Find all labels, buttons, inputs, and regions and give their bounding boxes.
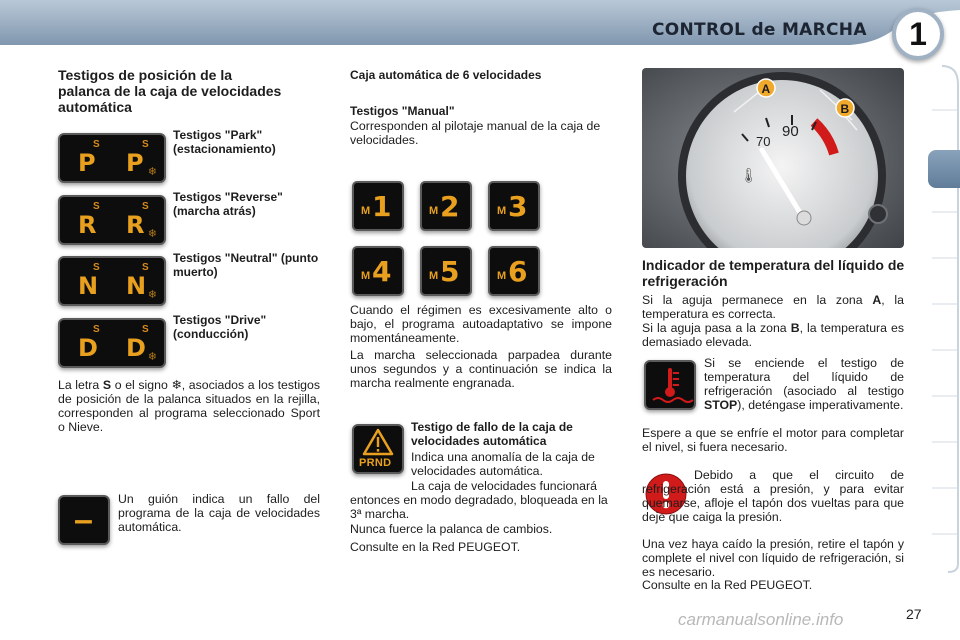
sport-s-marker: S bbox=[93, 139, 100, 150]
coolant-temperature-icon bbox=[646, 362, 694, 408]
zone-a-letter: A bbox=[872, 293, 882, 307]
note-s-letter: S bbox=[102, 378, 112, 392]
thermometer-icon: 🌡 bbox=[740, 168, 758, 184]
section-title-lever-position: Testigos de posición de la palanca de la caja de velocidades automática bbox=[58, 67, 282, 115]
manual-m-prefix: M bbox=[497, 270, 507, 282]
sidebar-active-tab[interactable] bbox=[928, 150, 960, 188]
sport-snow-note bbox=[58, 378, 320, 434]
manual-gear-indicator-4 bbox=[352, 246, 404, 296]
gear-letter-n: N bbox=[126, 272, 147, 300]
sidebar-tab-lines bbox=[928, 64, 960, 574]
manual-gear-indicator-6 bbox=[488, 246, 540, 296]
sport-s-marker: S bbox=[93, 324, 100, 335]
zone-a-text bbox=[642, 293, 904, 321]
gear-letter-p: P bbox=[126, 149, 144, 177]
snowflake-icon: ❄ bbox=[147, 228, 157, 240]
warn-prefix: Si se enciende el testigo de temperatura del líquido de refrigeración (asociado al testigo bbox=[704, 356, 904, 398]
note-prefix: La letra bbox=[58, 378, 100, 392]
manual-m-prefix: M bbox=[429, 205, 439, 217]
dash-fault-text: Un guión indica un fallo del programa de la caja de velocidades automática. bbox=[118, 492, 320, 534]
drive-label: Testigos "Drive" (conducción) bbox=[173, 313, 267, 341]
manual-m-prefix: M bbox=[361, 205, 371, 217]
gear-letter-n: N bbox=[78, 272, 99, 300]
dash-fault-indicator bbox=[58, 495, 110, 545]
gear-number: 2 bbox=[440, 190, 460, 223]
zone-a-suffix: , la temperatura es correcta. bbox=[642, 293, 904, 321]
gearbox-fault-text-2: La caja de velocidades funcionará entonces en modo degradado, bloqueada en la 3ª marcha. bbox=[350, 479, 608, 521]
page-number: 27 bbox=[906, 606, 922, 622]
gauge-tick-90: 90 bbox=[782, 123, 799, 140]
indicator-neutral bbox=[58, 256, 166, 306]
sport-s-marker: S bbox=[142, 324, 149, 335]
gear-number: 3 bbox=[508, 190, 528, 223]
section-title-6-speed: Caja automática de 6 velocidades bbox=[350, 68, 542, 82]
wait-engine-cool-text: Espere a que se enfríe el motor para completar el nivel, si fuera necesario. bbox=[642, 426, 904, 454]
snowflake-icon: ❄ bbox=[171, 378, 182, 392]
sport-s-marker: S bbox=[142, 139, 149, 150]
gearbox-fault-indicator bbox=[352, 424, 404, 474]
park-label: Testigos "Park" (estacionamiento) bbox=[173, 128, 276, 156]
indicator-park bbox=[58, 133, 166, 183]
neutral-label: Testigos "Neutral" (punto muerto) bbox=[173, 251, 319, 279]
gearbox-fault-text-1: Indica una anomalía de la caja de velocidades automática. bbox=[411, 450, 595, 478]
manual-gear-indicator-5 bbox=[420, 246, 472, 296]
snowflake-icon: ❄ bbox=[147, 166, 157, 178]
page-header bbox=[0, 0, 960, 54]
sport-s-marker: S bbox=[142, 201, 149, 212]
gear-blink-text: La marcha seleccionada parpadea durante unos segundos y a continuación se indica la marcha realmente engranada. bbox=[350, 348, 612, 390]
gauge-label-a: A bbox=[761, 82, 771, 96]
adaptive-program-text: Cuando el régimen es excesivamente alto o bajo, el programa autoadaptativo se impone momentáneamente. bbox=[350, 303, 612, 345]
coolant-warning-text bbox=[704, 356, 904, 412]
sport-s-marker: S bbox=[93, 201, 100, 212]
reverse-label: Testigos "Reverse" (marcha atrás) bbox=[173, 190, 283, 218]
indicator-reverse bbox=[58, 195, 166, 245]
zone-b-letter: B bbox=[790, 321, 800, 335]
zone-a-prefix: Si la aguja permanece en la zona bbox=[642, 293, 863, 307]
gauge-label-b: B bbox=[840, 102, 850, 116]
manual-gear-indicator-3 bbox=[488, 181, 540, 231]
sport-s-marker: S bbox=[93, 262, 100, 273]
gauge-tick-70: 70 bbox=[756, 134, 771, 149]
manual-m-prefix: M bbox=[361, 270, 371, 282]
gear-letter-d: D bbox=[126, 334, 146, 362]
chapter-number-badge: 1 bbox=[892, 8, 944, 60]
gear-number: 4 bbox=[372, 255, 392, 288]
gear-number: 5 bbox=[440, 255, 460, 288]
snowflake-icon: ❄ bbox=[147, 289, 157, 301]
chapter-title: CONTROL de MARCHA bbox=[652, 20, 867, 40]
lever-warning-text: Nunca fuerce la palanca de cambios. bbox=[350, 522, 553, 536]
gear-letter-p: P bbox=[78, 149, 96, 177]
stop-word: STOP bbox=[704, 398, 738, 412]
chapter-sidebar bbox=[928, 64, 960, 574]
snowflake-icon: ❄ bbox=[147, 351, 157, 363]
gear-number: 6 bbox=[508, 255, 528, 288]
consult-peugeot-text-right: Consulte en la Red PEUGEOT. bbox=[642, 578, 813, 592]
gear-letter-r: R bbox=[78, 211, 97, 239]
manual-m-prefix: M bbox=[429, 270, 439, 282]
gear-letter-r: R bbox=[126, 211, 145, 239]
note-rest: , asociados a los testigos de posición de la palanca situados en la rejilla, corresponden al programa seleccionado Sport o Nieve. bbox=[58, 378, 320, 434]
warn-suffix: ), deténgase imperativamente. bbox=[737, 398, 904, 412]
manual-indicators-title: Testigos "Manual" bbox=[350, 104, 455, 118]
refill-coolant-text: Una vez haya caído la presión, retire el tapón y complete el nivel con líquido de refrigeración, si es necesario. bbox=[642, 537, 904, 579]
pressure-caution-text: Debido a que el circuito de refrigeración está a presión, y para evitar quemarse, afloje el tapón dos vueltas para que deje que caiga la presión. bbox=[642, 468, 904, 524]
watermark: carmanualsonline.info bbox=[678, 610, 844, 629]
section-title-coolant: Indicador de temperatura del líquido de refrigeración bbox=[642, 257, 905, 289]
coolant-gauge-illustration bbox=[642, 68, 904, 248]
manual-gear-indicator-1 bbox=[352, 181, 404, 231]
zone-b-suffix: , la temperatura es demasiado elevada. bbox=[642, 321, 904, 349]
manual-indicators-text: Corresponden al pilotaje manual de la caja de velocidades. bbox=[350, 119, 601, 147]
note-mid: o el signo bbox=[114, 378, 168, 392]
coolant-temperature-warning-indicator bbox=[644, 360, 696, 410]
sport-s-marker: S bbox=[142, 262, 149, 273]
prnd-label: PRND bbox=[359, 457, 392, 469]
coolant-gauge-photo bbox=[642, 68, 904, 248]
gear-letter-d: D bbox=[78, 334, 98, 362]
zone-b-text bbox=[642, 321, 904, 349]
zone-b-prefix: Si la aguja pasa a la zona bbox=[642, 321, 787, 335]
consult-peugeot-text: Consulte en la Red PEUGEOT. bbox=[350, 540, 521, 554]
manual-m-prefix: M bbox=[497, 205, 507, 217]
manual-gear-indicator-2 bbox=[420, 181, 472, 231]
dash-symbol: – bbox=[74, 501, 93, 539]
gear-number: 1 bbox=[372, 190, 392, 223]
gearbox-fault-title: Testigo de fallo de la caja de velocidades automática bbox=[411, 420, 573, 448]
indicator-drive bbox=[58, 318, 166, 368]
